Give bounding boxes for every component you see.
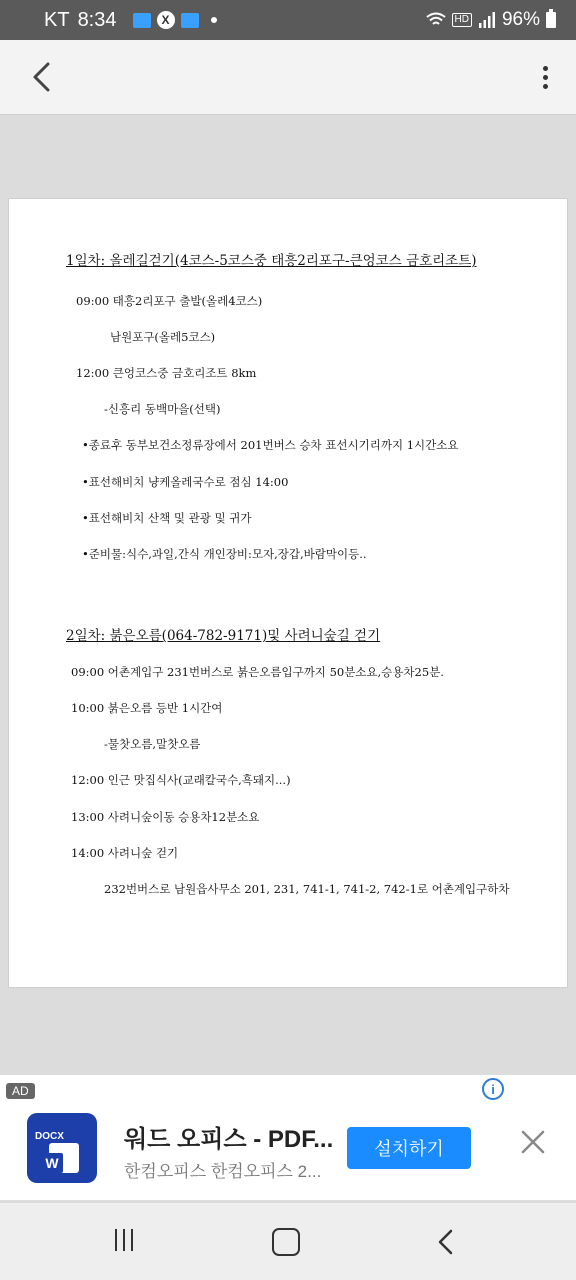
ad-subtitle: 한컴오피스 한컴오피스 2... xyxy=(124,1162,322,1181)
recent-apps-icon[interactable] xyxy=(110,1229,138,1253)
info-icon[interactable]: i xyxy=(482,1078,504,1100)
day2-heading: 2일차: 붉은오름(064-782-9171)및 사려니숲길 걷기 xyxy=(66,628,381,644)
app-icon[interactable] xyxy=(27,1113,97,1183)
day2-line: 09:00 어촌계입구 231번버스로 붉은오름입구까지 50분소요,승용차25분. xyxy=(71,665,444,679)
day2-line: -물찻오름,말찻오름 xyxy=(104,737,201,751)
app-bar xyxy=(0,40,576,115)
battery-percent: 96% xyxy=(501,9,540,30)
install-button[interactable]: 설치하기 xyxy=(347,1127,471,1169)
day1-line: 09:00 태흥2리포구 출발(올레4코스) xyxy=(76,294,263,308)
day1-line: 12:00 큰엉코스중 금호리조트 8km xyxy=(76,366,257,380)
nav-back-icon[interactable] xyxy=(434,1228,458,1256)
home-icon[interactable] xyxy=(272,1228,300,1256)
word-icon: W xyxy=(41,1153,63,1173)
signal-icon xyxy=(478,12,496,28)
folder-notification-icon xyxy=(133,13,151,28)
day1-line: •종료후 동부보건소정류장에서 201번버스 승차 표선시기리까지 1시간소요 xyxy=(82,438,459,452)
day2-line: 12:00 인근 맛집식사(교래칼국수,흑돼지...) xyxy=(71,773,291,787)
day2-line: 232번버스로 남원읍사무소 201, 231, 741-1, 741-2, 742-1로 어촌계입구하차 xyxy=(104,882,510,896)
day2-line: 13:00 사려니숲이동 승용차12분소요 xyxy=(71,810,260,824)
more-vertical-icon[interactable] xyxy=(530,60,560,94)
day1-line: 남원포구(올레5코스) xyxy=(110,330,216,344)
carrier-label: KT xyxy=(44,8,70,31)
docx-label: DOCX xyxy=(35,1131,64,1142)
ad-title[interactable]: 워드 오피스 - PDF... xyxy=(124,1126,334,1153)
back-arrow-icon[interactable] xyxy=(26,60,60,94)
wifi-icon xyxy=(426,12,446,28)
folder-notification-icon-2 xyxy=(181,13,199,28)
status-bar xyxy=(0,0,576,40)
ad-banner[interactable] xyxy=(0,1075,576,1200)
day1-line: •표선해비치 냥케올레국수로 점심 14:00 xyxy=(82,475,289,489)
battery-icon xyxy=(546,12,556,28)
day2-line: 14:00 사려니숲 걷기 xyxy=(71,846,179,860)
day1-line: -신흥리 동백마을(선택) xyxy=(104,402,221,416)
notification-icons xyxy=(133,11,217,29)
day1-line: •표선해비치 산책 및 관광 및 귀가 xyxy=(82,511,252,525)
day2-line: 10:00 붉은오름 등반 1시간여 xyxy=(71,701,223,715)
document-page xyxy=(8,198,568,988)
system-navigation-bar xyxy=(0,1203,576,1280)
x-app-notification-icon: X xyxy=(157,11,175,29)
ad-badge: AD xyxy=(6,1083,35,1099)
day1-line: •준비물:식수,과일,간식 개인장비:모자,장갑,바람막이등.. xyxy=(82,547,367,561)
more-notifications-dot-icon xyxy=(211,17,217,23)
close-icon[interactable] xyxy=(520,1129,546,1155)
day1-heading: 1일차: 올레길걷기(4코스-5코스중 태흥2리포구-큰엉코스 금호리조트) xyxy=(66,253,477,269)
clock: 8:34 xyxy=(77,8,117,31)
hd-voice-icon: HD xyxy=(452,13,472,27)
